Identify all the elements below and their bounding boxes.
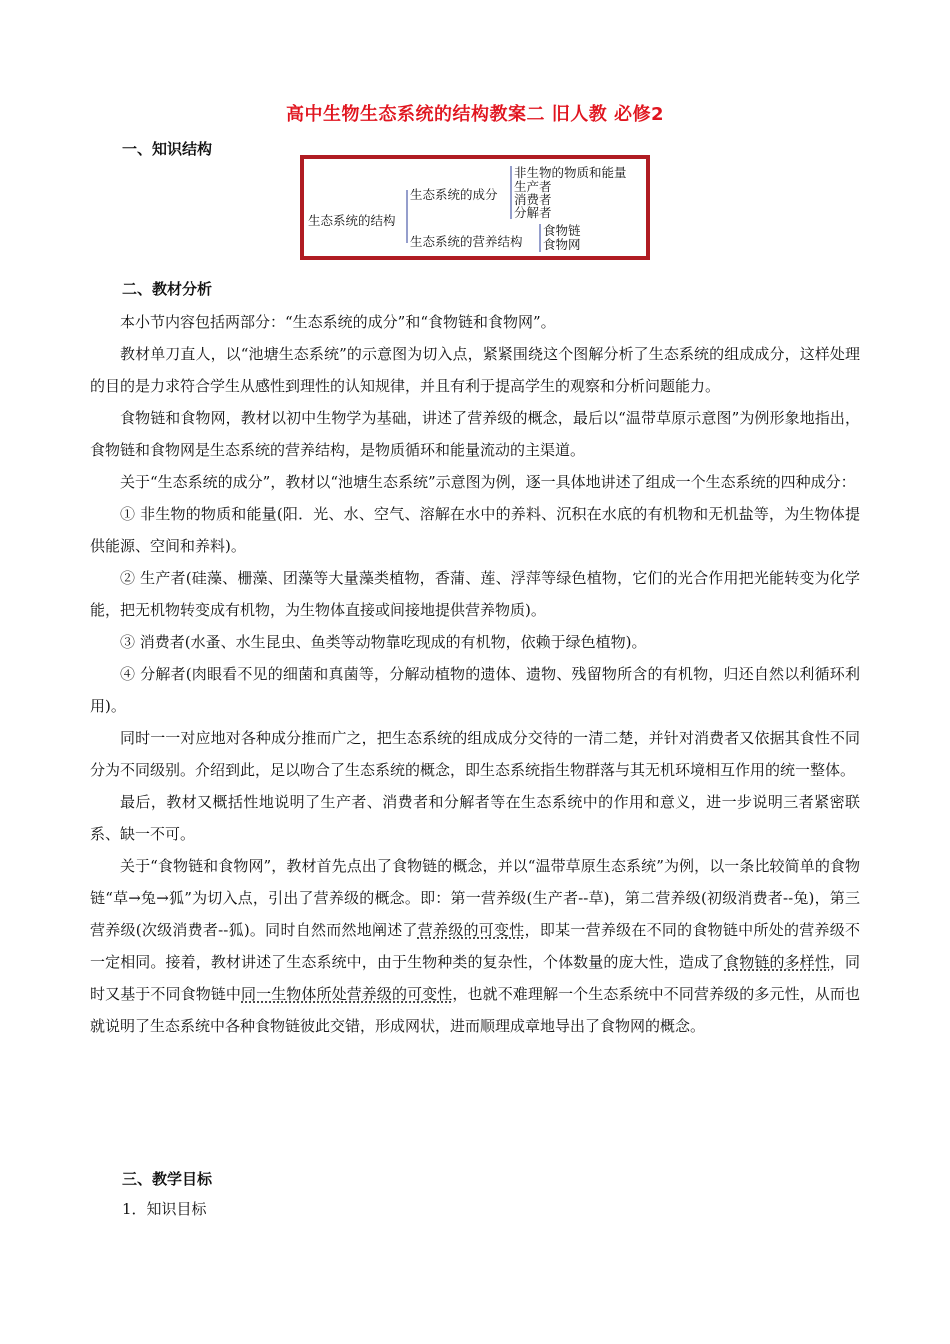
paragraph-food-chain xyxy=(90,850,860,1042)
section-heading-teaching-goals: 三、教学目标 xyxy=(122,1170,213,1188)
paragraph: 教材单刀直人，以“池塘生态系统”的示意图为切入点，紧紧围绕这个图解分析了生态系统的组成成分，这样处理的目的是力求符合学生从感性到理性的认知规律，并且有利于提高学生的观察和分析问题能力。 xyxy=(90,345,860,395)
diagram-leaf-food-chain: 食物链 xyxy=(543,223,581,238)
paragraph: ① 非生物的物质和能量(阳．光、水、空气、溶解在水中的养料、沉积在水底的有机物和无机盐等，为生物体提供能源、空间和养料)。 xyxy=(90,505,860,555)
paragraph: 最后，教材又概括性地说明了生产者、消费者和分解者等在生态系统中的作用和意义，进一步说明三者紧密联系、缺一不可。 xyxy=(90,793,860,843)
diagram-trophic-label: 生态系统的营养结构 xyxy=(410,234,523,249)
diagram-leaf-decomposer: 分解者 xyxy=(514,205,552,220)
diagram-components-label: 生态系统的成分 xyxy=(410,187,498,202)
paragraph: 食物链和食物网，教材以初中生物学为基础，讲述了营养级的概念，最后以“温带草原示意图”为例形象地指出，食物链和食物网是生态系统的营养结构，是物质循环和能量流动的主渠道。 xyxy=(90,409,860,459)
diagram-leaf-producer: 生产者 xyxy=(514,179,552,194)
paragraph: ② 生产者(硅藻、栅藻、团藻等大量藻类植物，香蒲、莲、浮萍等绿色植物，它们的光合作用把光能转变为化学能，把无机物转变成有机物，为生物体直接或间接地提供营养物质)。 xyxy=(90,569,860,619)
subheading-knowledge-goals: 1．知识目标 xyxy=(122,1200,207,1218)
paragraph: ④ 分解者(肉眼看不见的细菌和真菌等，分解动植物的遗体、遗物、残留物所含的有机物，归还自然以利循环利用)。 xyxy=(90,665,860,715)
section-heading-textbook-analysis: 二、教材分析 xyxy=(122,280,213,298)
diagram-leaf-consumer: 消费者 xyxy=(514,192,552,207)
paragraph: 本小节内容包括两部分：“生态系统的成分”和“食物链和食物网”。 xyxy=(120,313,556,331)
document-title: 高中生物生态系统的结构教案二 旧人教 必修2 xyxy=(285,104,665,125)
knowledge-structure-diagram xyxy=(300,155,650,260)
diagram-root-label: 生态系统的结构 xyxy=(308,213,396,228)
underlined-term: 营养级的可变性 xyxy=(417,921,525,939)
diagram-leaf-abiotic: 非生物的物质和能量 xyxy=(514,165,627,180)
text-segment: ，也就不难理解一个生态系统中不同营养级的多元性，从而也就说明了生态系统中各种食物链彼此交错，形成网状，进而顺理成章地导出了食物网的概念。 xyxy=(90,985,860,1035)
analysis-body xyxy=(90,306,860,1042)
diagram-leaf-food-web: 食物网 xyxy=(543,237,581,252)
text-segment: 关于“食物链和食物网”，教材首先点出了食物链的概念，并以“温带草原生态系统”为例，以一条比较简单的食物链“草→兔→狐”为切入点，引出了营养级的概念。即：第一营养级(生产者--草)，第二营养级(初级消费者--兔)，第三营养级(次级消费者--狐)。同时自然而然地阐述了 xyxy=(90,857,860,939)
text-segment: ，同时又基于不同食物链中 xyxy=(90,953,860,1003)
paragraph: 关于“生态系统的成分”，教材以“池塘生态系统”示意图为例，逐一具体地讲述了组成一个生态系统的四种成分： xyxy=(120,473,856,491)
text-segment: ，即某一营养级在不同的食物链中所处的营养级不一定相同。接着，教材讲述了生态系统中，由于生物种类的复杂性，个体数量的庞大性，造成了 xyxy=(90,921,860,971)
underlined-term: 同一生物体所处营养级的可变性 xyxy=(241,985,453,1003)
paragraph: 同时一一对应地对各种成分推而广之，把生态系统的组成成分交待的一清二楚，并针对消费者又依据其食性不同分为不同级别。介绍到此，足以吻合了生态系统的概念，即生态系统指生物群落与其无机环境相互作用的统一整体。 xyxy=(90,729,860,779)
paragraph: ③ 消费者(水蚤、水生昆虫、鱼类等动物靠吃现成的有机物，依赖于绿色植物)。 xyxy=(120,633,647,651)
underlined-term: 食物链的多样性 xyxy=(724,953,830,971)
section-heading-knowledge-structure: 一、知识结构 xyxy=(122,140,213,158)
